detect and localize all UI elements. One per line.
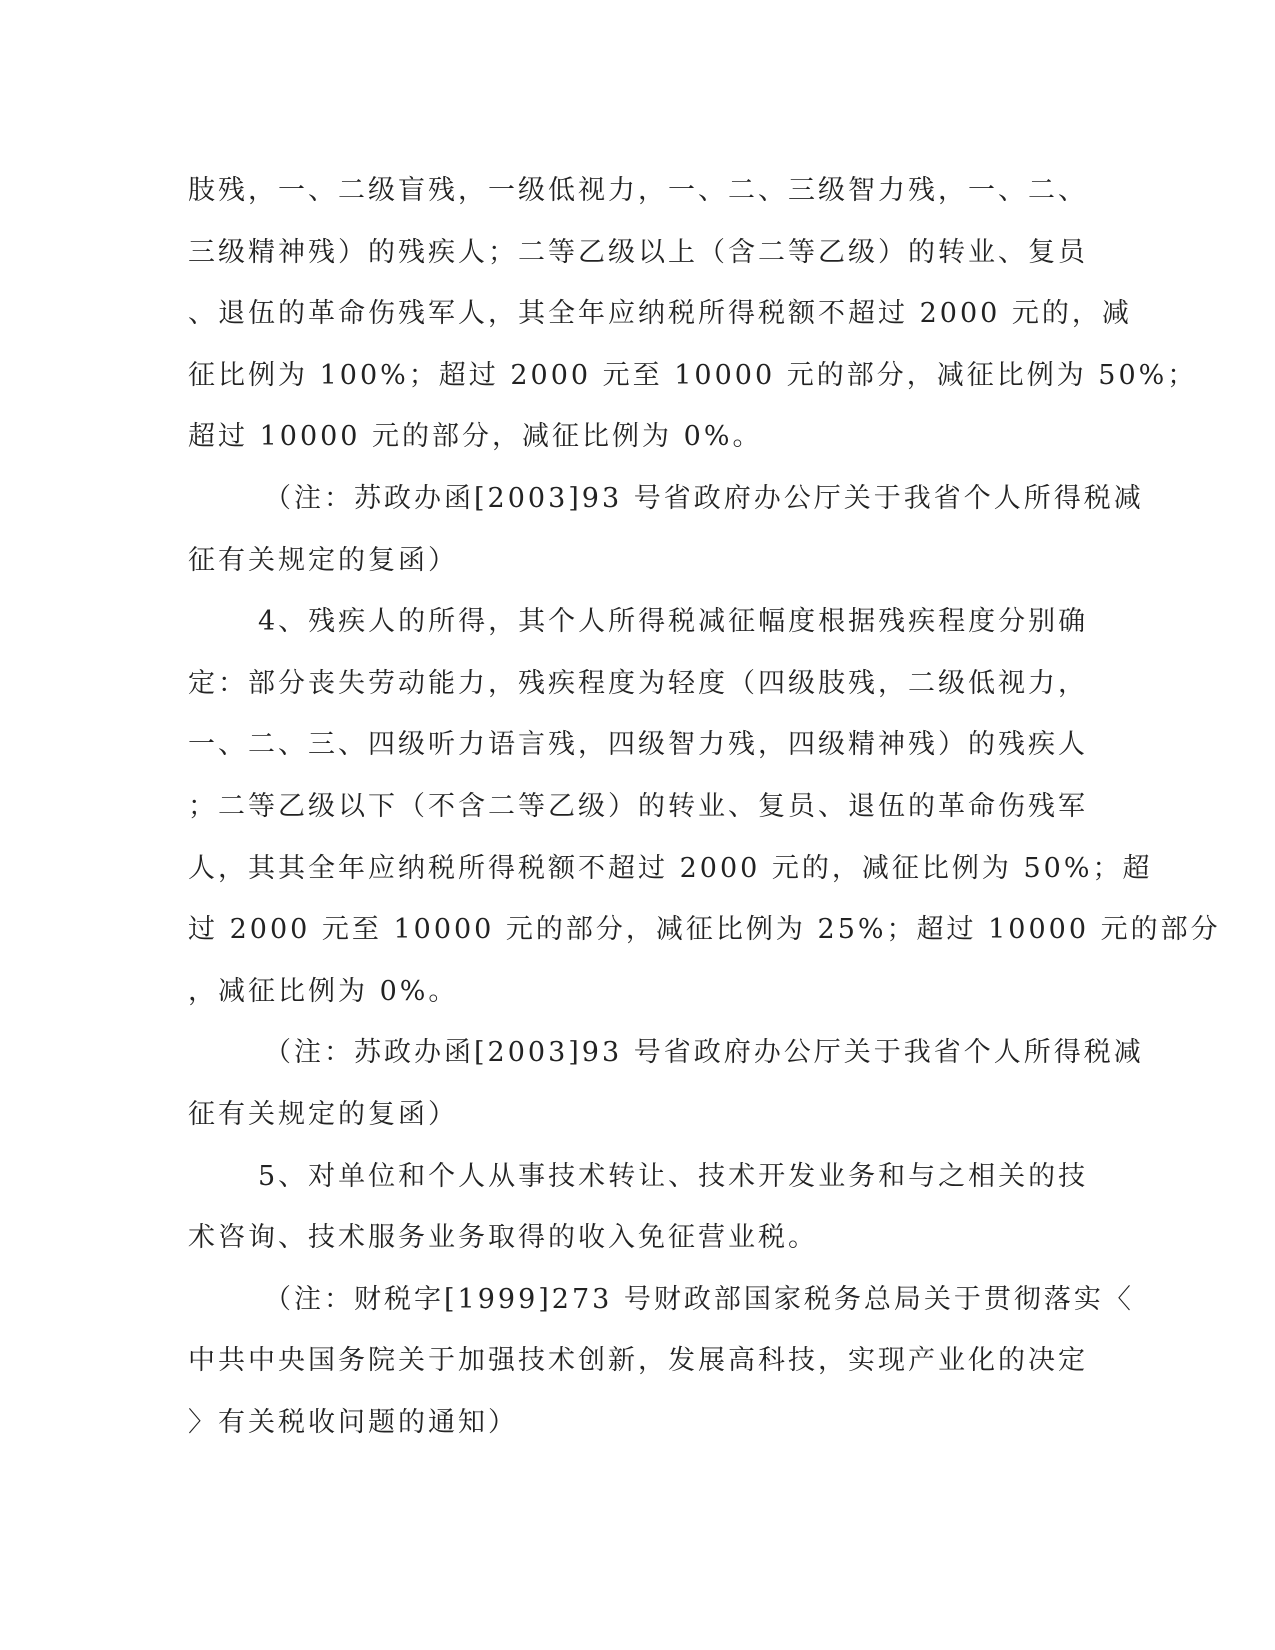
text-line: 定：部分丧失劳动能力，残疾程度为轻度（四级肢残，二级低视力，	[188, 667, 1088, 699]
note-line: （注：苏政办函[2003]93 号省政府办公厅关于我省个人所得税减	[264, 482, 1144, 514]
text-line: 肢残，一、二级盲残，一级低视力，一、二、三级智力残，一、二、	[188, 175, 1088, 206]
document-body	[188, 160, 1221, 1453]
text-line: 三级精神残）的残疾人；二等乙级以上（含二等乙级）的转业、复员	[188, 236, 1088, 268]
text-line: 一、二、三、四级听力语言残，四级智力残，四级精神残）的残疾人	[188, 729, 1088, 761]
note-line: （注：苏政办函[2003]93 号省政府办公厅关于我省个人所得税减	[264, 1037, 1144, 1069]
text-line: ；二等乙级以下（不含二等乙级）的转业、复员、退伍的革命伤残军	[188, 790, 1088, 822]
note-line: 征有关规定的复函）	[188, 544, 458, 576]
text-line: 术咨询、技术服务业务取得的收入免征营业税。	[188, 1222, 818, 1254]
item-5-line: 5、对单位和个人从事技术转让、技术开发业务和与之相关的技	[258, 1160, 1089, 1192]
note-line: 中共中央国务院关于加强技术创新，发展高科技，实现产业化的决定	[188, 1345, 1088, 1377]
text-line: 超过 10000 元的部分，减征比例为 0%。	[188, 421, 763, 453]
text-line: ，减征比例为 0%。	[188, 975, 459, 1007]
text-line: 征比例为 100%；超过 2000 元至 10000 元的部分，减征比例为 50%；	[188, 359, 1198, 391]
note-line: （注：财税字[1999]273 号财政部国家税务总局关于贯彻落实〈	[264, 1283, 1134, 1315]
text-line: 、退伍的革命伤残军人，其全年应纳税所得税额不超过 2000 元的，减	[188, 298, 1132, 330]
text-line: 人，其其全年应纳税所得税额不超过 2000 元的，减征比例为 50%；超	[188, 852, 1153, 884]
text-line: 过 2000 元至 10000 元的部分，减征比例为 25%；超过 10000 元的部分	[188, 914, 1221, 946]
item-4-line: 4、残疾人的所得，其个人所得税减征幅度根据残疾程度分别确	[258, 606, 1089, 638]
note-line: 征有关规定的复函）	[188, 1098, 458, 1130]
note-line: 〉有关税收问题的通知）	[188, 1406, 518, 1438]
